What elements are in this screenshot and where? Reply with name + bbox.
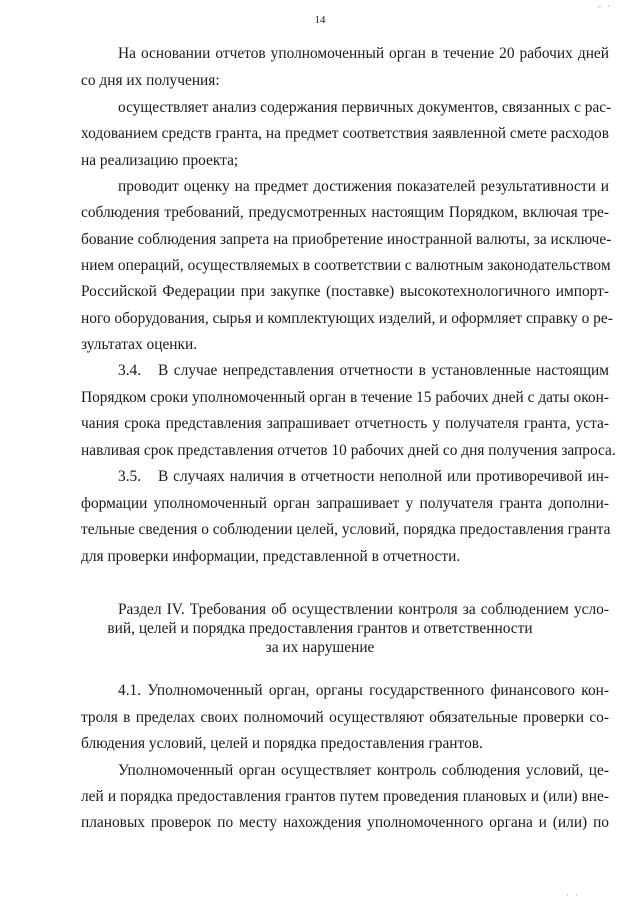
paragraph-line: В случае непредставления отчетности в установленные настоящим: [158, 362, 609, 379]
page-number: 14: [314, 14, 326, 26]
paragraph-line: Российской Федерации при закупке (поставке) высокотехнологичного импорт-: [81, 283, 609, 300]
scan-mark-bottom: · ·: [566, 890, 581, 900]
paragraph-line: тельные сведения о соблюдении целей, условий, порядка предоставления гранта: [81, 521, 611, 538]
paragraph-line: ного оборудования, сырья и комплектующих изделий, и оформляет справку о ре-: [81, 310, 613, 327]
paragraph-line: на реализацию проекта;: [81, 152, 239, 169]
paragraph-line: лей и порядка предоставления грантов путем проведения плановых и (или) вне-: [81, 788, 609, 805]
paragraph-line: нием операций, осуществляемых в соответствии с валютным законодательством: [81, 257, 611, 274]
paragraph-line: зультатах оценки.: [81, 336, 198, 353]
paragraph-line: Уполномоченный орган осуществляет контроль соблюдения условий, це-: [118, 762, 609, 779]
paragraph-line: со дня их получения:: [81, 72, 220, 89]
clause-number: 3.4.: [118, 362, 142, 379]
paragraph-line: блюдения условий, целей и порядка предоставления грантов.: [81, 735, 483, 752]
paragraph-line: ходованием средств гранта, на предмет соответствия заявленной смете расходов: [81, 125, 609, 142]
paragraph-line: чания срока представления запрашивает отчетность у получателя гранта, уста-: [81, 415, 609, 432]
section-heading-line: Раздел IV. Требования об осуществлении контроля за соблюдением усло-: [118, 601, 609, 618]
scan-mark-top: - ·: [598, 1, 613, 11]
paragraph-line: навливая срок представления отчетов 10 рабочих дней со дня получения запроса.: [81, 442, 616, 459]
paragraph-line: Порядком сроки уполномоченный орган в течение 15 рабочих дней с даты окон-: [81, 389, 609, 406]
paragraph-line: троля в пределах своих полномочий осуществляют обязательные проверки со-: [81, 709, 609, 726]
section-heading-line: за их нарушение: [265, 639, 375, 656]
paragraph-line: бование соблюдения запрета на приобретение иностранной валюты, за исключе-: [81, 231, 612, 248]
section-heading-line: вий, целей и порядка предоставления грантов и ответственности: [107, 620, 533, 637]
paragraph-line: соблюдения требований, предусмотренных настоящим Порядком, включая тре-: [81, 204, 609, 221]
paragraph-line: плановых проверок по месту нахождения уполномоченного органа и (или) по: [81, 814, 609, 831]
clause-number: 3.5.: [118, 468, 142, 485]
paragraph-line: для проверки информации, представленной в отчетности.: [81, 548, 461, 565]
paragraph-line: осуществляет анализ содержания первичных документов, связанных с рас-: [118, 99, 612, 116]
paragraph-line: 4.1. Уполномоченный орган, органы государственного финансового кон-: [118, 682, 609, 699]
paragraph-line: На основании отчетов уполномоченный орган в течение 20 рабочих дней: [118, 45, 609, 62]
paragraph-line: формации уполномоченный орган запрашивает у получателя гранта дополни-: [81, 495, 609, 512]
paragraph-line: В случаях наличия в отчетности неполной или противоречивой ин-: [158, 468, 609, 485]
paragraph-line: проводит оценку на предмет достижения показателей результативности и: [118, 178, 609, 195]
